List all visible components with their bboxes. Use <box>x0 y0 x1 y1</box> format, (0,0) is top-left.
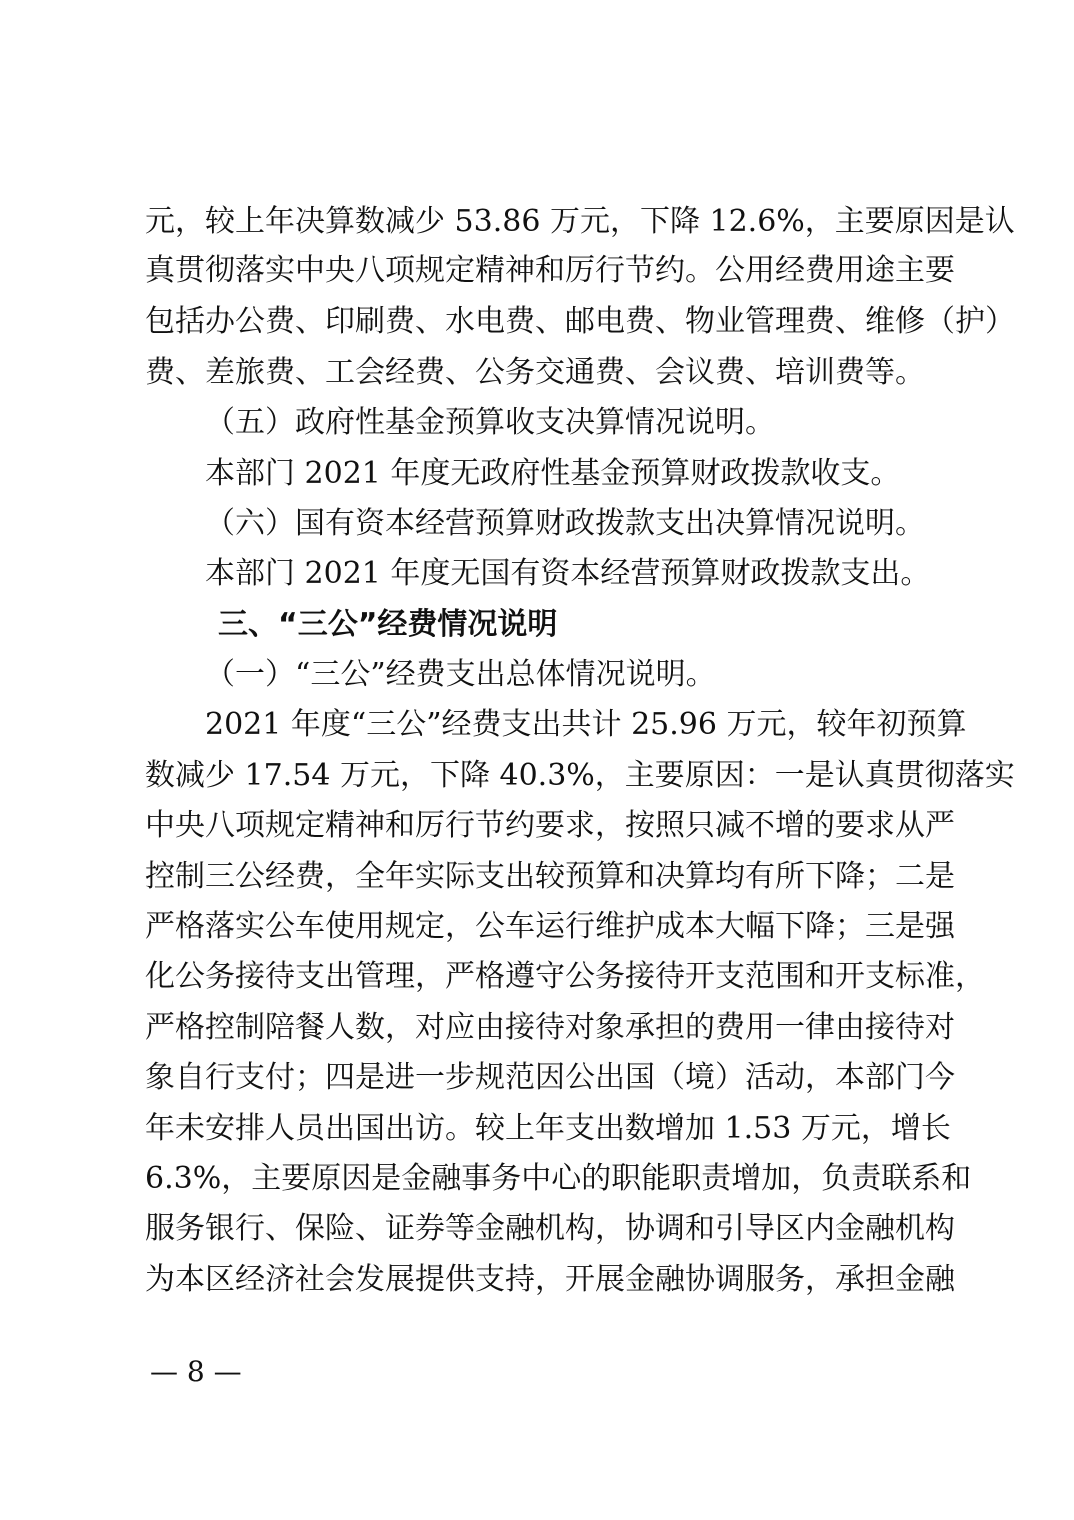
subsection-heading-6: （六）国有资本经营预算财政拨款支出决算情况说明。 <box>205 506 925 541</box>
page-number: — 8 — <box>150 1355 242 1388</box>
body-text-line: 2021 年度“三公”经费支出共计 25.96 万元，较年初预算 <box>205 707 967 742</box>
body-text-line: 元，较上年决算数减少 53.86 万元，下降 12.6%，主要原因是认 <box>145 204 1015 239</box>
body-text-line: 控制三公经费，全年实际支出较预算和决算均有所下降；二是 <box>145 859 955 894</box>
body-text-line: 严格控制陪餐人数，对应由接待对象承担的费用一律由接待对 <box>145 1010 955 1045</box>
body-text-line: 本部门 2021 年度无政府性基金预算财政拨款收支。 <box>205 456 901 491</box>
body-text-line: 化公务接待支出管理，严格遵守公务接待开支范围和开支标准， <box>145 959 985 994</box>
body-text-line: 服务银行、保险、证券等金融机构，协调和引导区内金融机构 <box>145 1211 955 1246</box>
subsection-heading-5: （五）政府性基金预算收支决算情况说明。 <box>205 405 775 440</box>
body-text-line: 包括办公费、印刷费、水电费、邮电费、物业管理费、维修（护） <box>145 304 1015 339</box>
body-text-line: 6.3%，主要原因是金融事务中心的职能职责增加，负责联系和 <box>145 1161 972 1196</box>
body-text-line: 费、差旅费、工会经费、公务交通费、会议费、培训费等。 <box>145 355 925 390</box>
subsection-heading-1: （一）“三公”经费支出总体情况说明。 <box>205 657 716 692</box>
body-text-line: 中央八项规定精神和厉行节约要求，按照只减不增的要求从严 <box>145 808 955 843</box>
body-text-line: 数减少 17.54 万元，下降 40.3%，主要原因：一是认真贯彻落实 <box>145 758 1015 793</box>
body-text-line: 严格落实公车使用规定，公车运行维护成本大幅下降；三是强 <box>145 909 955 944</box>
body-text-line: 本部门 2021 年度无国有资本经营预算财政拨款支出。 <box>205 556 931 591</box>
body-text-line: 真贯彻落实中央八项规定精神和厉行节约。公用经费用途主要 <box>145 253 955 288</box>
body-text-line: 年未安排人员出国出访。较上年支出数增加 1.53 万元，增长 <box>145 1111 951 1146</box>
body-text-line: 为本区经济社会发展提供支持，开展金融协调服务，承担金融 <box>145 1262 955 1297</box>
section-heading-3: 三、“三公”经费情况说明 <box>218 607 558 642</box>
body-text-line: 象自行支付；四是进一步规范因公出国（境）活动，本部门今 <box>145 1060 955 1095</box>
